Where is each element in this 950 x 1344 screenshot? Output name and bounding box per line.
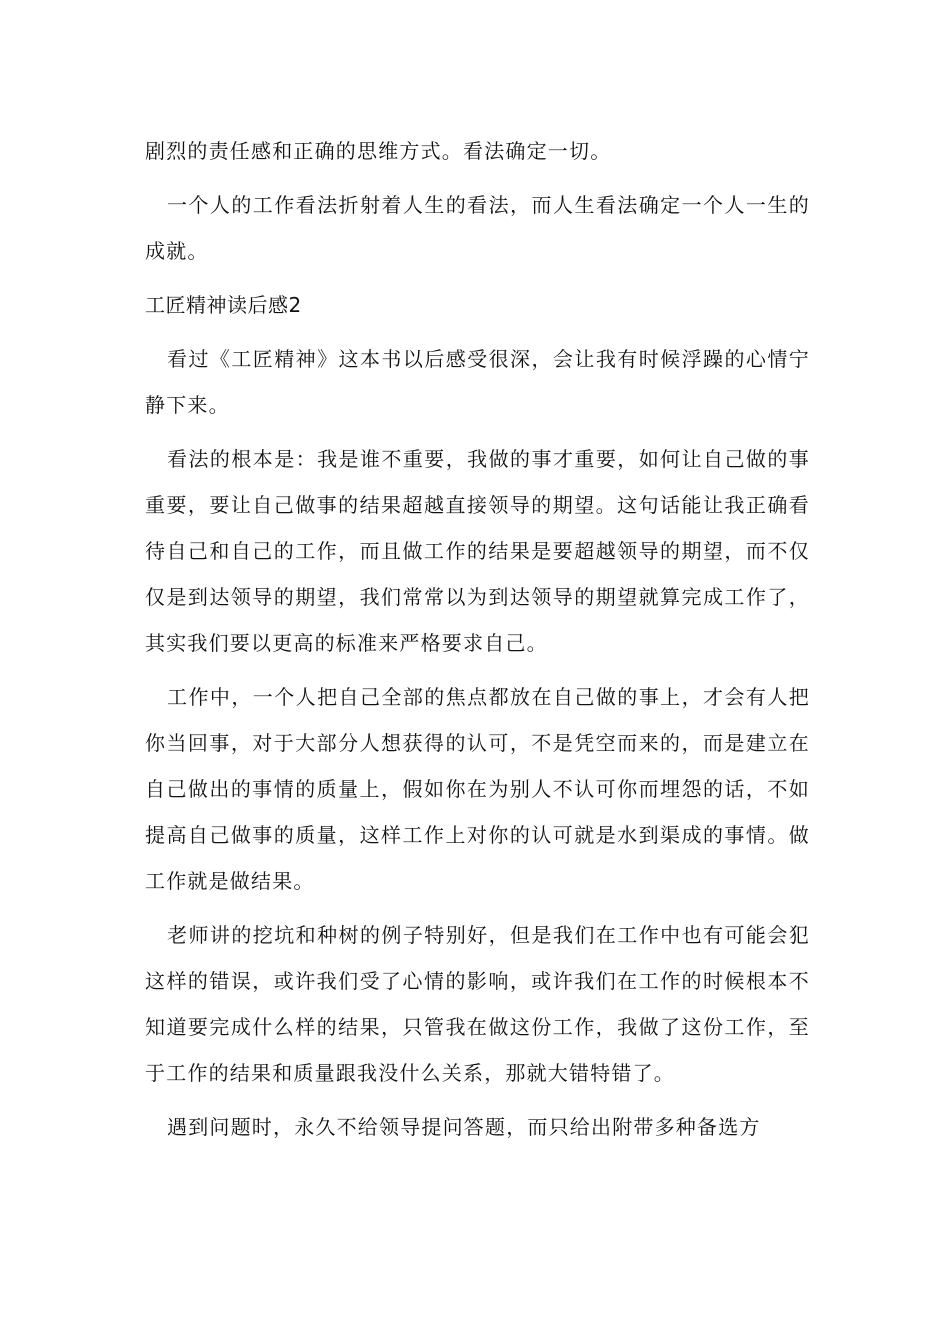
paragraph-1: 剧烈的责任感和正确的思维方式。看法确定一切。 bbox=[145, 139, 612, 163]
paragraph-7: 遇到问题时，永久不给领导提问答题，而只给出附带多种备选方 bbox=[167, 1115, 761, 1139]
paragraph-3: 看过《工匠精神》这本书以后感受很深，会让我有时候浮躁的心情宁静下来。 bbox=[145, 347, 810, 417]
paragraph-2: 一个人的工作看法折射着人生的看法，而人生看法确定一个人一生的成就。 bbox=[145, 193, 810, 263]
document-page bbox=[145, 128, 810, 1150]
paragraph-5: 工作中，一个人把自己全部的焦点都放在自己做的事上，才会有人把你当回事，对于大部分人想获得的认可，不是凭空而来的，而是建立在自己做出的事情的质量上，假如你在为别人不认可你而埋怨的话，不如提高自己做事的质量，这样工作上对你的认可就是水到渠成的事情。做工作就是做结果。 bbox=[145, 685, 810, 893]
section-heading: 工匠精神读后感2 bbox=[145, 293, 302, 317]
paragraph-6: 老师讲的挖坑和种树的例子特别好，但是我们在工作中也有可能会犯这样的错误，或许我们受了心情的影响，或许我们在工作的时候根本不知道要完成什么样的结果，只管我在做这份工作，我做了这份工作，至于工作的结果和质量跟我没什么关系，那就大错特错了。 bbox=[145, 923, 810, 1085]
paragraph-4: 看法的根本是：我是谁不重要，我做的事才重要，如何让自己做的事重要，要让自己做事的结果超越直接领导的期望。这句话能让我正确看待自己和自己的工作，而且做工作的结果是要超越领导的期望，而不仅仅是到达领导的期望，我们常常以为到达领导的期望就算完成工作了，其实我们要以更高的标准来严格要求自己。 bbox=[145, 447, 810, 655]
